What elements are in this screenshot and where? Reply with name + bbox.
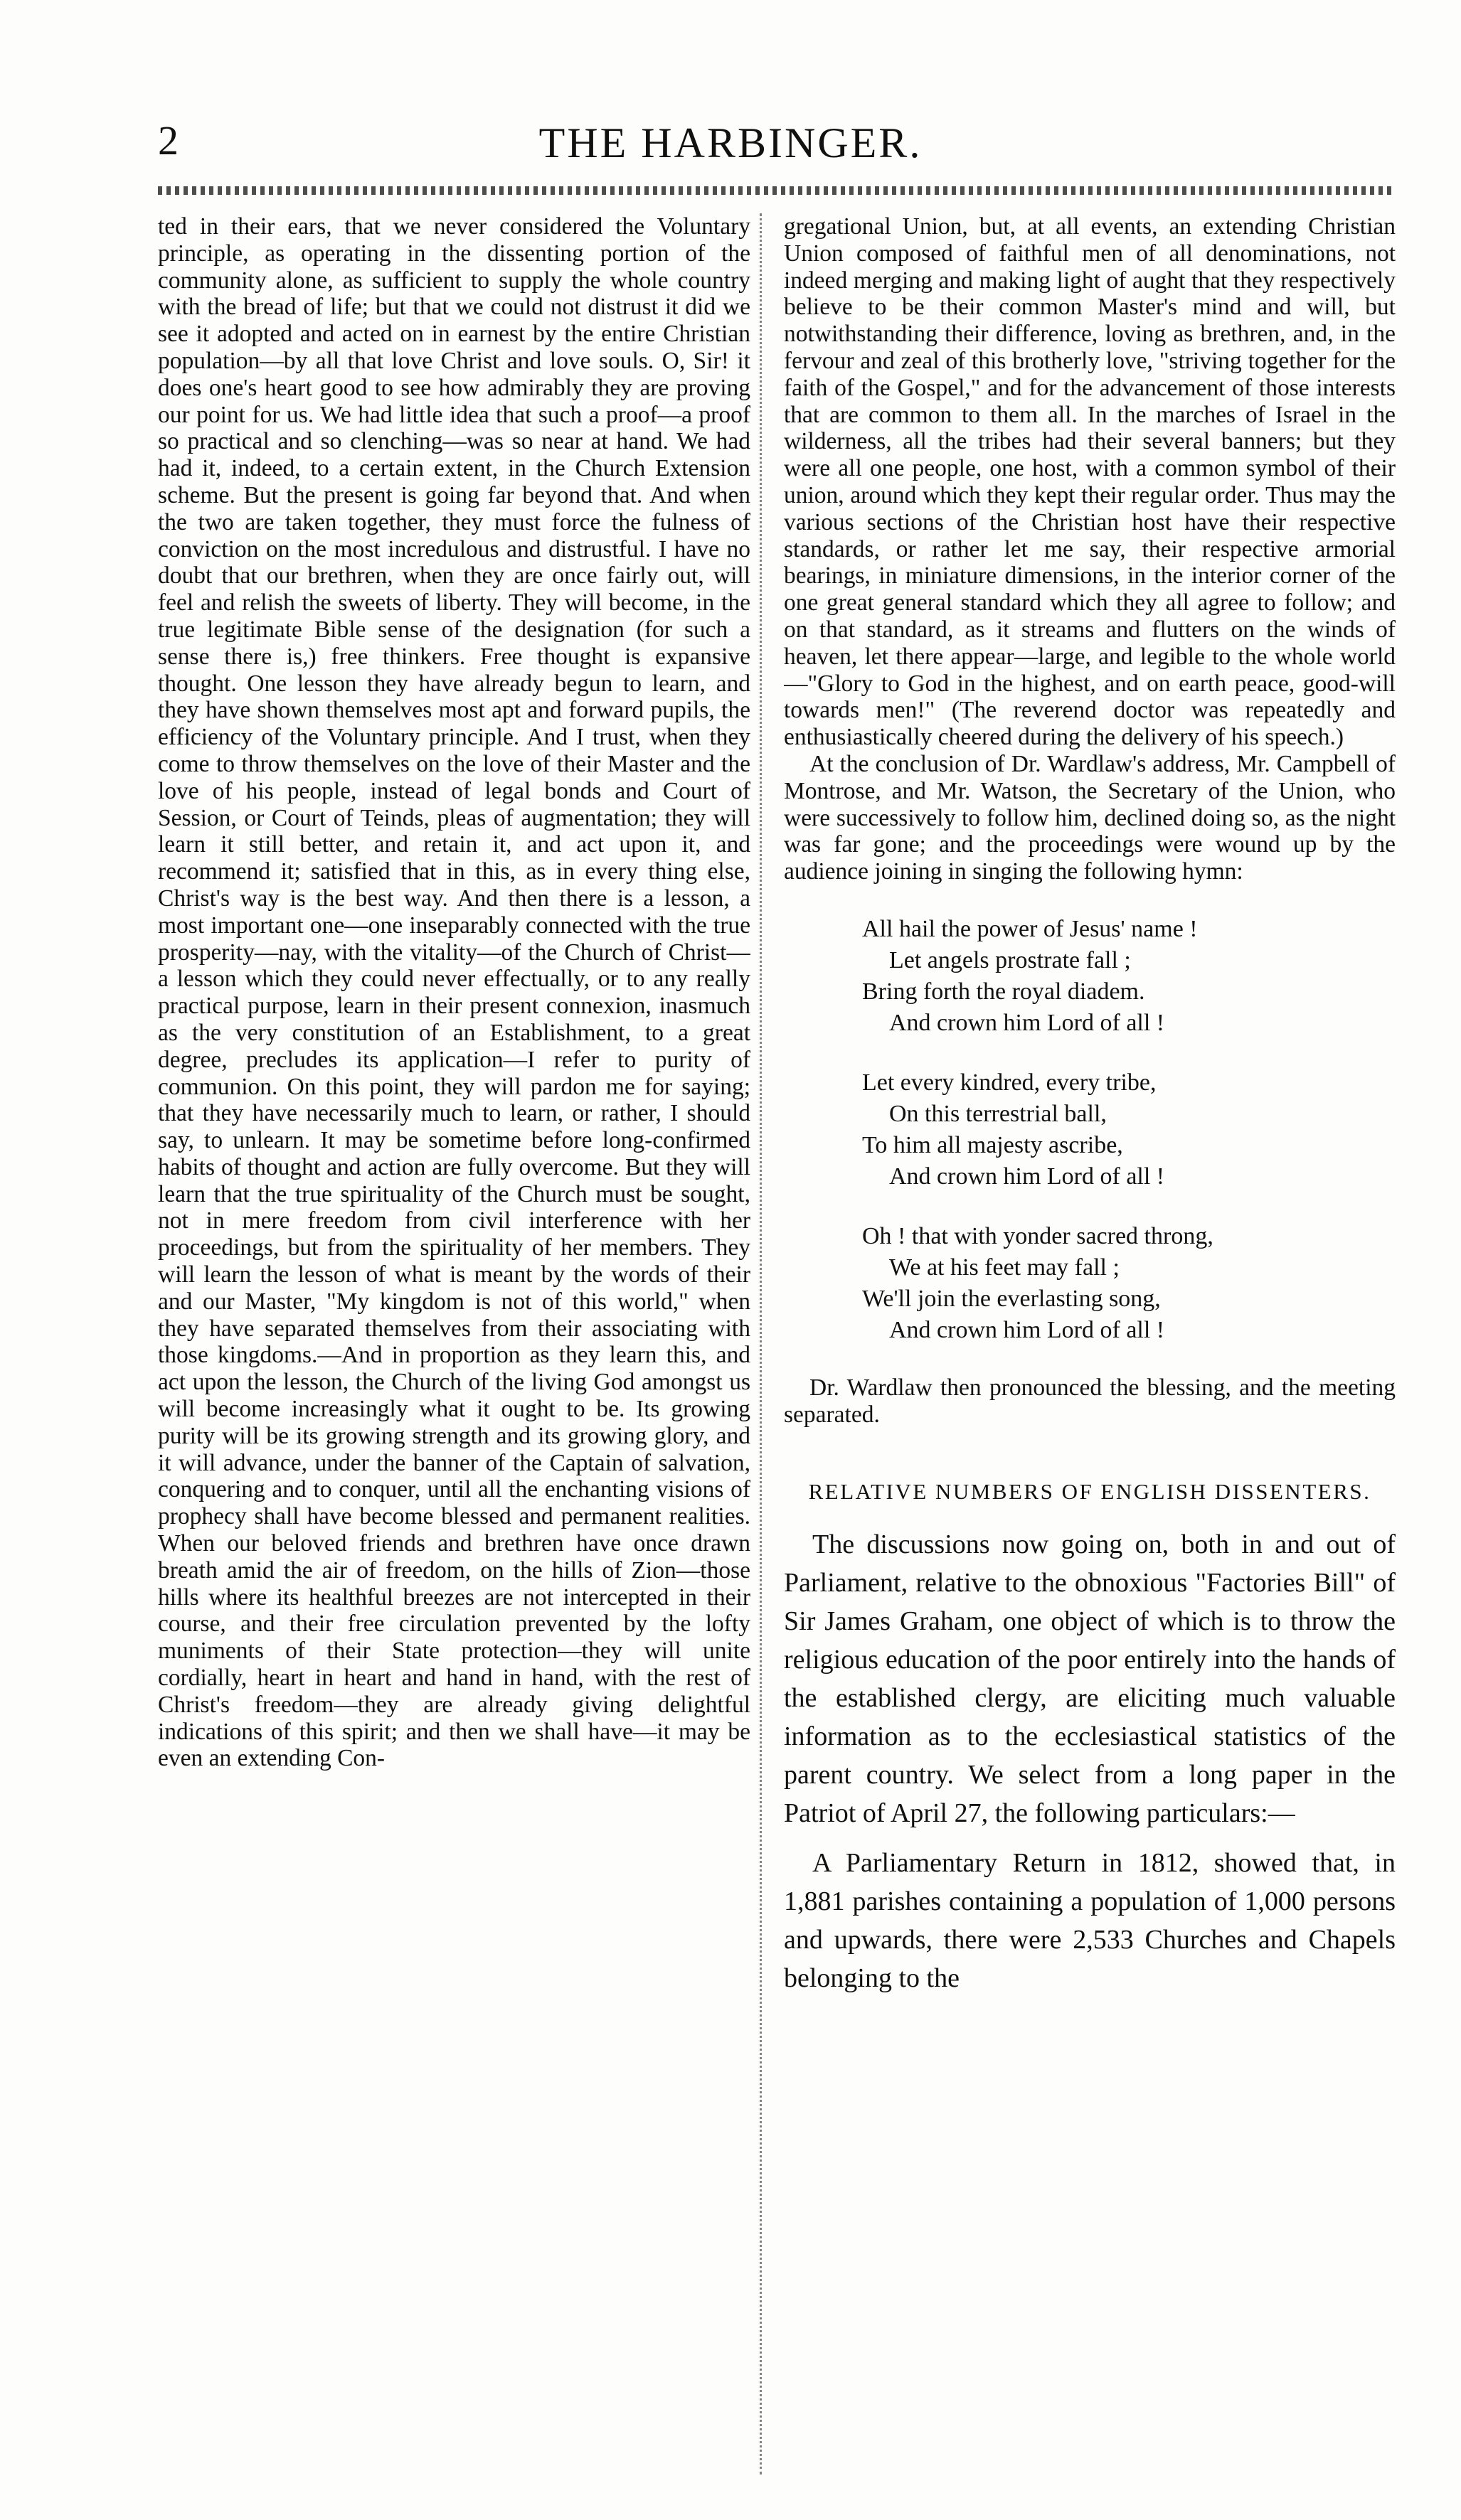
hymn-line: And crown him Lord of all ! <box>889 1163 1165 1190</box>
hymn-line: All hail the power of Jesus' name ! <box>862 915 1198 942</box>
hymn-line: We at his feet may fall ; <box>889 1254 1120 1281</box>
hymn-line: Bring forth the royal diadem. <box>862 978 1145 1005</box>
right-paragraph-2: At the conclusion of Dr. Wardlaw's address, Mr. Campbell of Montrose, and Mr. Watson, the Secretary of the Union, who were successively to follow him, declined doing so, as the night was far gone; and the proceedings were wound up by the audience joining in singing the following hymn: <box>784 750 1396 885</box>
hymn-line: And crown him Lord of all ! <box>889 1316 1165 1343</box>
page-number: 2 <box>158 117 179 164</box>
hymn-line: And crown him Lord of all ! <box>889 1009 1165 1036</box>
column-divider <box>760 213 770 2474</box>
section-heading: RELATIVE NUMBERS OF ENGLISH DISSENTERS. <box>808 1478 1371 1504</box>
section-paragraph-2: A Parliamentary Return in 1812, showed that, in 1,881 parishes containing a population of 1,000 persons and upwards, there were 2,533 Churches and Chapels belonging to the <box>784 1847 1396 1993</box>
left-paragraph-1: ted in their ears, that we never considered the Voluntary principle, as operating in the dissenting portion of the community alone, as sufficient to supply the whole country with the bread of life; but that we could not distrust it did we see it adopted and acted on in earnest by the entire Christian population—by all that love Christ and love souls. O, Sir! it does one's heart good to see how admirably they are proving our point for us. We had little idea that such a proof—a proof so practical and so clenching—was so near at hand. We had had it, indeed, to a certain extent, in the Church Extension scheme. But the present is going far beyond that. And when the two are taken together, they must force the fulness of conviction on the most incredulous and distrustful. I have no doubt that our brethren, when they are once fairly out, will feel and relish the sweets of liberty. They will become, in the true legitimate Bible sense of the designation (for such a sense there is,) free thinkers. Free thought is expansive thought. One lesson they have already begun to learn, and they have shown themselves most apt and forward pupils, the efficiency of the Voluntary principle. And I trust, when they come to throw themselves on the love of their Master and the love of his people, instead of legal bonds and Court of Session, or Court of Teinds, pleas of augmentation; they will learn it still better, and retain it, and act upon it, and recommend it; satisfied that in this, as in every thing else, Christ's way is the best way. And then there is a lesson, a most important one—one inseparably connected with the true prosperity—nay, with the vitality—of the Church of Christ—a lesson which they could never effectually, or to any really practical purpose, learn in their present connexion, inasmuch as the very constitution of an Establishment, to a great degree, precludes its application—I refer to purity of communion. On this point, they will pardon me for saying; that they have necessarily much to learn, or rather, I should say, to unlearn. It may be sometime before long-confirmed habits of thought and action are fully overcome. But they will learn that the true spirituality of the Church must be sought, not in mere freedom from civil interference with her proceedings, but from the spirituality of her members. They will learn the lesson of what is meant by the words of their and our Master, "My kingdom is not of this world," when they have separated themselves from their associating with those kingdoms.—And in proportion as they learn this, and act upon the lesson, the Church of the living God amongst us will become increasingly what it ought to be. Its growing purity will be its growing strength and its growing glory, and it will advance, under the banner of the Captain of salvation, conquering and to conquer, until all the enchanting visions of prophecy shall have become blessed and permanent realities. When our beloved friends and brethren have once drawn breath amid the air of freedom, on the hills of Zion—those hills where its healthful breezes are not intercepted in their course, and their free circulation prevented by the lofty muniments of their State protection—they will unite cordially, heart in heart and hand in hand, with the rest of Christ's freedom—they are already giving delightful indications of this spirit; and then we shall have—it may be even an extending Con- <box>158 213 750 1772</box>
hymn-line: To him all majesty ascribe, <box>862 1131 1123 1158</box>
hymn-line: On this terrestrial ball, <box>889 1100 1107 1127</box>
hymn-stanza-3 <box>862 1221 1396 1346</box>
running-head-title: THE HARBINGER. <box>538 119 923 166</box>
right-column <box>784 213 1396 2474</box>
hymn-line: Let every kindred, every tribe, <box>862 1069 1157 1096</box>
hymn <box>862 914 1396 1346</box>
header-rule <box>158 186 1396 195</box>
left-column <box>158 213 750 2474</box>
hymn-line: Let angels prostrate fall ; <box>889 946 1131 973</box>
section-paragraph-1: The discussions now going on, both in and out of Parliament, relative to the obnoxious "Factories Bill" of Sir James Graham, one object of which is to throw the religious education of the poor entirely into the hands of the established clergy, are eliciting much valuable information as to the ecclesiastical statistics of the parent country. We select from a long paper in the Patriot of April 27, the following particulars:— <box>784 1529 1396 1828</box>
section-body <box>784 1525 1396 1997</box>
hymn-line: Oh ! that with yonder sacred throng, <box>862 1222 1213 1249</box>
hymn-line: We'll join the everlasting song, <box>862 1285 1161 1312</box>
hymn-stanza-2 <box>862 1067 1396 1192</box>
closing-paragraph: Dr. Wardlaw then pronounced the blessing, and the meeting separated. <box>784 1374 1396 1428</box>
right-paragraph-1: gregational Union, but, at all events, an extending Christian Union composed of faithful men of all denominations, not indeed merging and making light of aught that they respectively believe to be their common Master's mind and will, but notwithstanding their difference, loving as brethren, and, in the fervour and zeal of this brotherly love, "striving together for the faith of the Gospel," and for the advancement of those interests that are common to them all. In the marches of Israel in the wilderness, all the tribes had their several banners; but they were all one people, one host, with a common symbol of their union, around which they kept their regular order. Thus may the various sections of the Christian host have their respective standards, or rather let me say, their respective armorial bearings, in miniature dimensions, in the interior corner of the one great general standard which they all agree to follow; and on that standard, as it streams and flutters on the winds of heaven, let there appear—large, and legible to the whole world—"Glory to God in the highest, and on earth peace, good-will towards men!" (The reverend doctor was repeatedly and enthusiastically cheered during the delivery of his speech.) <box>784 213 1396 751</box>
hymn-stanza-1 <box>862 914 1396 1039</box>
